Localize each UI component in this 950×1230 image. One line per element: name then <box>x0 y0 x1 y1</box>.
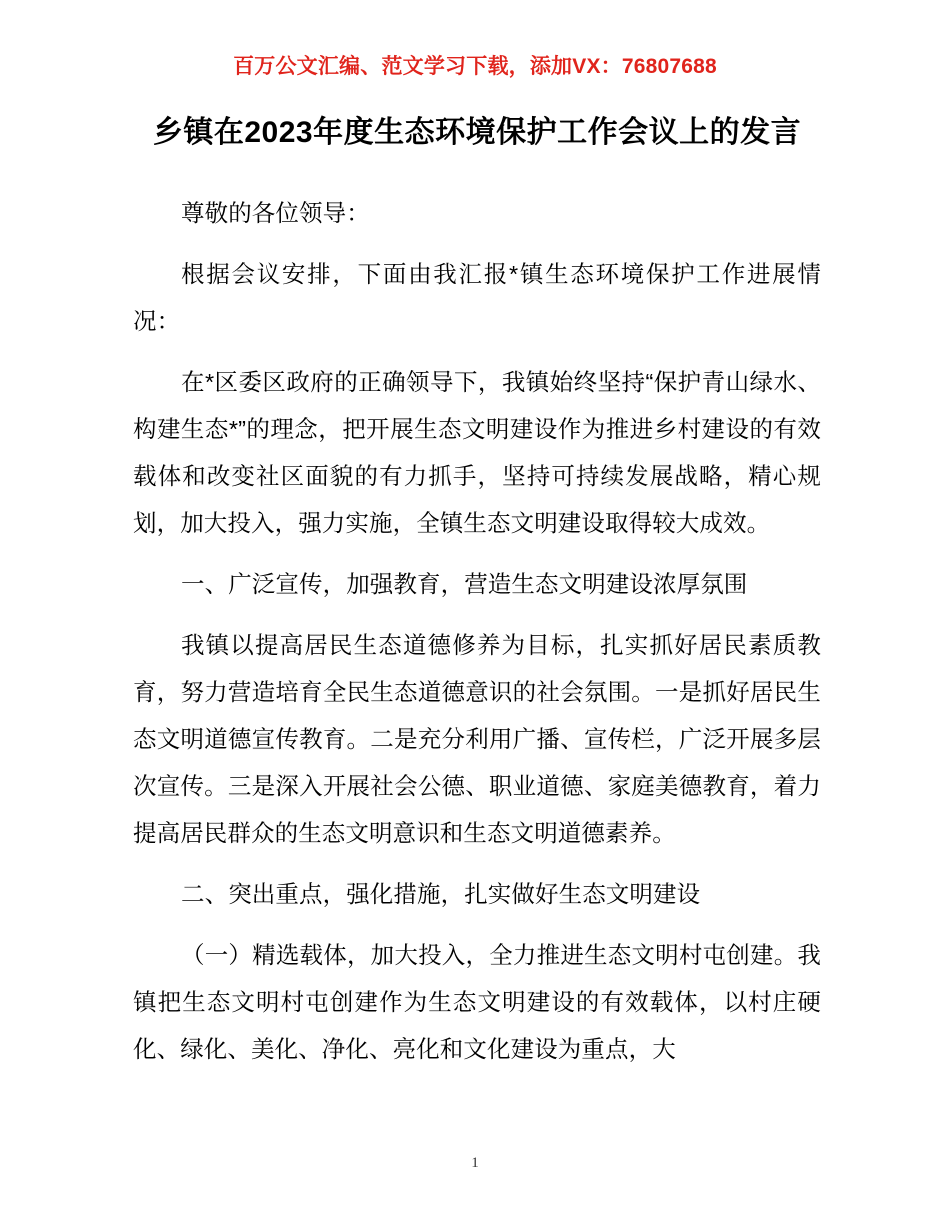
document-body <box>133 110 821 1073</box>
page-number: 1 <box>471 1155 479 1171</box>
paragraph-section-one-body: 我镇以提高居民生态道德修养为目标，扎实抓好居民素质教育，努力营造培育全民生态道德意识的社会氛围。一是抓好居民生态文明道德宣传教育。二是充分利用广播、宣传栏，广泛开展多层次宣传。三是深入开展社会公德、职业道德、家庭美德教育，着力提高居民群众的生态文明意识和生态文明道德素养。 <box>133 632 821 846</box>
heading-section-one: 一、广泛宣传，加强教育，营造生态文明建设浓厚氛围 <box>181 571 748 597</box>
paragraph-salutation: 尊敬的各位领导： <box>181 200 370 226</box>
paragraph-overview: 在*区委区政府的正确领导下，我镇始终坚持“保护青山绿水、构建生态*”的理念，把开展生态文明建设作为推进乡村建设的有效载体和改变社区面貌的有力抓手，坚持可持续发展战略，精心规划，加大投入，强力实施，全镇生态文明建设取得较大成效。 <box>133 369 821 536</box>
title-spacer <box>133 160 821 180</box>
paragraph-section-two-item-one: （一）精选载体，加大投入，全力推进生态文明村屯创建。我镇把生态文明村屯创建作为生态文明建设的有效载体，以村庄硬化、绿化、美化、净化、亮化和文化建设为重点，大 <box>133 942 821 1062</box>
heading-section-two: 二、突出重点，强化措施，扎实做好生态文明建设 <box>181 881 701 907</box>
promo-banner <box>0 50 950 80</box>
page-title: 乡镇在2023年度生态环境保护工作会议上的发言 <box>152 116 802 149</box>
promo-text: 百万公文汇编、范文学习下载，添加VX：76807688 <box>233 55 717 78</box>
paragraph-intro: 根据会议安排，下面由我汇报*镇生态环境保护工作进展情况： <box>133 261 821 334</box>
